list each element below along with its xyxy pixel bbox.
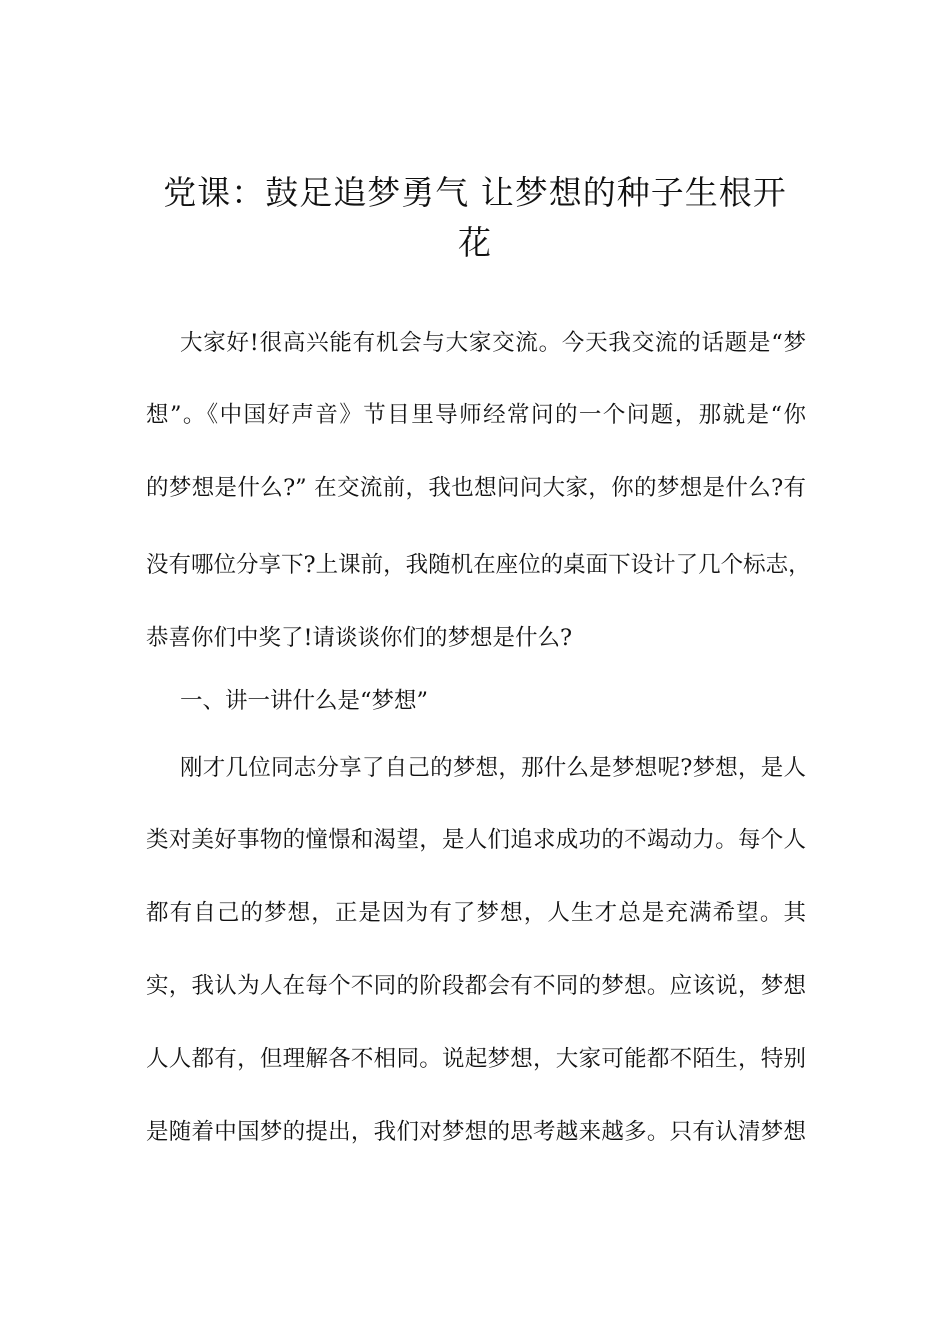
paragraph-line: 类对美好事物的憧憬和渴望，是人们追求成功的不竭动力。每个人 <box>146 827 806 853</box>
paragraph-line: 恭喜你们中奖了!请谈谈你们的梦想是什么? <box>146 625 573 651</box>
paragraph-line: 实，我认为人在每个不同的阶段都会有不同的梦想。应该说，梦想 <box>146 973 806 999</box>
section-heading: 一、讲一讲什么是“梦想” <box>180 688 429 714</box>
paragraph-line: 人人都有，但理解各不相同。说起梦想，大家可能都不陌生，特别 <box>146 1046 806 1072</box>
paragraph-line: 大家好!很高兴能有机会与大家交流。今天我交流的话题是“梦 <box>180 330 806 356</box>
title-line-2: 花 <box>458 223 492 262</box>
paragraph-line: 想”。《中国好声音》节目里导师经常问的一个问题，那就是“你 <box>146 402 806 428</box>
paragraph-line: 刚才几位同志分享了自己的梦想，那什么是梦想呢?梦想，是人 <box>180 755 806 781</box>
paragraph-line: 都有自己的梦想，正是因为有了梦想，人生才总是充满希望。其 <box>146 900 806 926</box>
paragraph-line: 的梦想是什么?” 在交流前，我也想问问大家，你的梦想是什么?有 <box>146 475 806 501</box>
title-line-1: 党课：鼓足追梦勇气 让梦想的种子生根开 <box>163 173 787 212</box>
paragraph-line: 是随着中国梦的提出，我们对梦想的思考越来越多。只有认清梦想 <box>146 1119 806 1145</box>
document-title <box>140 168 810 268</box>
paragraph-line: 没有哪位分享下?上课前，我随机在座位的桌面下设计了几个标志， <box>146 552 811 578</box>
